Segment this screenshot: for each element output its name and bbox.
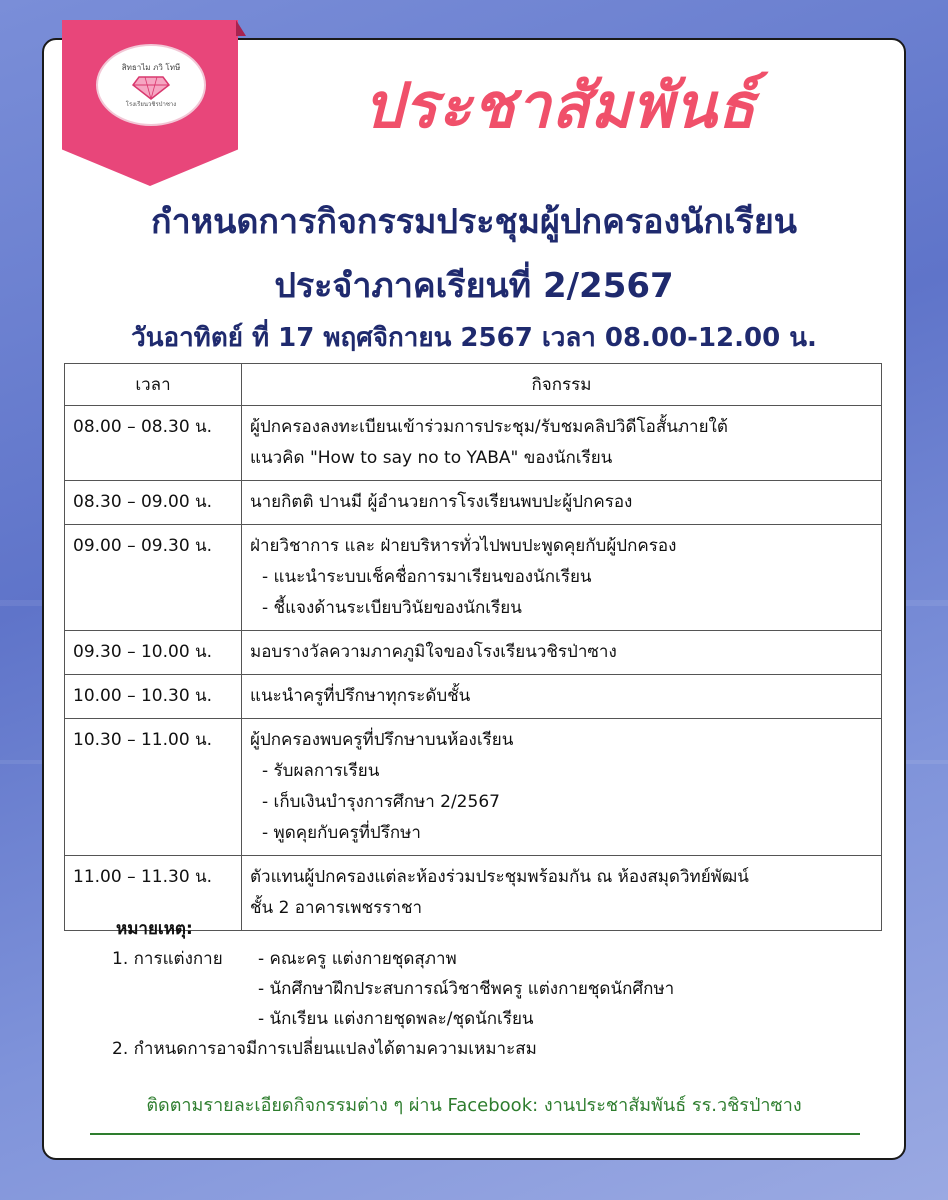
schedule-table <box>64 363 882 931</box>
activity-cell <box>242 675 882 719</box>
activity-line: ชั้น 2 อาคารเพชรราชา <box>250 898 423 918</box>
event-title: กำหนดการกิจกรรมประชุมผู้ปกครองนักเรียน <box>151 202 797 242</box>
activity-line: ผู้ปกครองลงทะเบียนเข้าร่วมการประชุม/รับชมคลิปวิดีโอสั้นภายใต้ <box>250 417 728 437</box>
notes-section <box>112 914 852 1064</box>
table-header-row <box>65 364 882 406</box>
table-row <box>65 631 882 675</box>
note-item: 2. กำหนดการอาจมีการเปลี่ยนแปลงได้ตามความเหมาะสม <box>112 1039 537 1059</box>
note-item <box>112 1004 852 1034</box>
time-cell: 10.30 – 11.00 น. <box>65 719 242 856</box>
activity-subitem: - ชี้แจงด้านระเบียบวินัยของนักเรียน <box>262 598 522 618</box>
diamond-icon <box>131 73 171 101</box>
activity-cell <box>242 481 882 525</box>
activity-line: แนะนำครูที่ปรึกษาทุกระดับชั้น <box>250 686 471 706</box>
activity-line: มอบรางวัลความภาคภูมิใจของโรงเรียนวชิรป่าซาง <box>250 642 617 662</box>
activity-subitem: - เก็บเงินบำรุงการศึกษา 2/2567 <box>262 792 500 812</box>
school-logo <box>96 44 206 126</box>
footer-divider <box>90 1133 860 1135</box>
activity-subitem: - รับผลการเรียน <box>262 761 380 781</box>
activity-line: แนวคิด "How to say no to YABA" ของนักเรียน <box>250 448 613 468</box>
time-cell: 11.00 – 11.30 น. <box>65 856 242 931</box>
time-cell: 08.00 – 08.30 น. <box>65 406 242 481</box>
note-line: - นักเรียน แต่งกายชุดพละ/ชุดนักเรียน <box>258 1009 534 1029</box>
activity-line: ผู้ปกครองพบครูที่ปรึกษาบนห้องเรียน <box>250 730 514 750</box>
notes-heading: หมายเหตุ: <box>116 919 193 939</box>
time-column-header: เวลา <box>65 364 242 406</box>
facebook-footer: ติดตามรายละเอียดกิจกรรมต่าง ๆ ผ่าน Facebook: งานประชาสัมพันธ์ รร.วชิรป่าซาง <box>146 1095 802 1116</box>
table-row <box>65 675 882 719</box>
headline: ประชาสัมพันธ์ <box>363 69 757 142</box>
activity-cell <box>242 525 882 631</box>
activity-line: ตัวแทนผู้ปกครองแต่ละห้องร่วมประชุมพร้อมกัน ณ ห้องสมุดวิทย์พัฒน์ <box>250 867 749 887</box>
activity-cell <box>242 631 882 675</box>
activity-subitem: - แนะนำระบบเช็คชื่อการมาเรียนของนักเรียน <box>262 567 592 587</box>
activity-subitem: - พูดคุยกับครูที่ปรึกษา <box>262 823 421 843</box>
note-label: 1. การแต่งกาย <box>112 949 223 969</box>
activity-column-header: กิจกรรม <box>242 364 882 406</box>
activity-cell <box>242 406 882 481</box>
logo-text: สิทธาไม ภวิ โทษี <box>121 62 181 72</box>
note-item <box>112 944 852 974</box>
note-item <box>112 974 852 1004</box>
time-cell: 10.00 – 10.30 น. <box>65 675 242 719</box>
activity-line: ฝ่ายวิชาการ และ ฝ่ายบริหารทั่วไปพบปะพูดคุยกับผู้ปกครอง <box>250 536 677 556</box>
time-cell: 08.30 – 09.00 น. <box>65 481 242 525</box>
time-cell: 09.00 – 09.30 น. <box>65 525 242 631</box>
table-row <box>65 525 882 631</box>
logo-subtext: โรงเรียนวชิรป่าซาง <box>125 100 177 108</box>
table-row <box>65 481 882 525</box>
table-row <box>65 406 882 481</box>
activity-cell <box>242 719 882 856</box>
table-row <box>65 719 882 856</box>
event-date: วันอาทิตย์ ที่ 17 พฤศจิกายน 2567 เวลา 08.00-12.00 น. <box>131 323 817 353</box>
note-line: - นักศึกษาฝึกประสบการณ์วิชาชีพครู แต่งกายชุดนักศึกษา <box>258 979 675 999</box>
activity-line: นายกิตติ ปานมี ผู้อำนวยการโรงเรียนพบปะผู้ปกครอง <box>250 492 633 512</box>
time-cell: 09.30 – 10.00 น. <box>65 631 242 675</box>
note-line: - คณะครู แต่งกายชุดสุภาพ <box>258 949 457 969</box>
semester-title: ประจำภาคเรียนที่ 2/2567 <box>274 266 674 306</box>
